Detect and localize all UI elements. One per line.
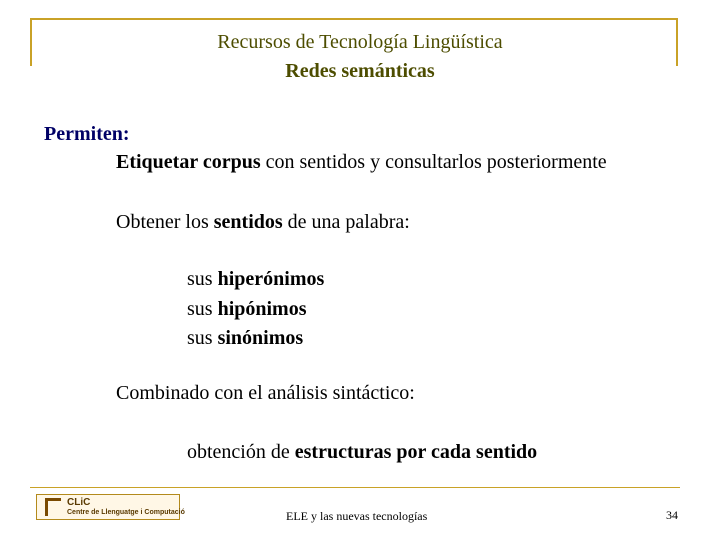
bullet-etiquetar [116, 150, 607, 174]
bullet-obtener-bold: sentidos [213, 211, 283, 233]
clic-logo-icon [45, 498, 61, 516]
bullet-combinado: Combinado con el análisis sintáctico: [116, 382, 415, 404]
bullet-obtencion [187, 440, 537, 464]
list-item-pre: sus [187, 298, 218, 320]
bullet-obtener-post: de una palabra: [282, 211, 410, 233]
clic-logo [36, 494, 185, 520]
list-item-bold: sinónimos [217, 327, 304, 349]
list-item [187, 267, 324, 291]
footer-rule [30, 487, 680, 488]
list-item [187, 326, 303, 350]
intro-label: Permiten: [44, 123, 130, 145]
bullet-obtencion-pre: obtención de [187, 441, 295, 463]
header-frame-top [30, 18, 678, 20]
list-item [187, 297, 307, 321]
bullet-obtencion-bold: estructuras por cada sentido [294, 441, 538, 463]
clic-logo-subtitle: Centre de Llenguatge i Computació [67, 509, 185, 516]
bullet-etiquetar-rest: con sentidos y consultarlos posteriormente [260, 151, 607, 173]
clic-logo-name: CLiC [67, 497, 91, 508]
bullet-etiquetar-bold: Etiquetar corpus [116, 151, 261, 173]
list-item-pre: sus [187, 268, 218, 290]
bullet-obtener [116, 210, 410, 234]
slide-title: Recursos de Tecnología Lingüística [217, 31, 503, 53]
list-item-bold: hipónimos [217, 298, 307, 320]
list-item-pre: sus [187, 327, 218, 349]
slide-subtitle: Redes semánticas [285, 60, 435, 82]
bullet-obtener-pre: Obtener los [116, 211, 214, 233]
page-number: 34 [666, 508, 678, 522]
footer-text: ELE y las nuevas tecnologías [286, 509, 428, 523]
list-item-bold: hiperónimos [217, 268, 325, 290]
